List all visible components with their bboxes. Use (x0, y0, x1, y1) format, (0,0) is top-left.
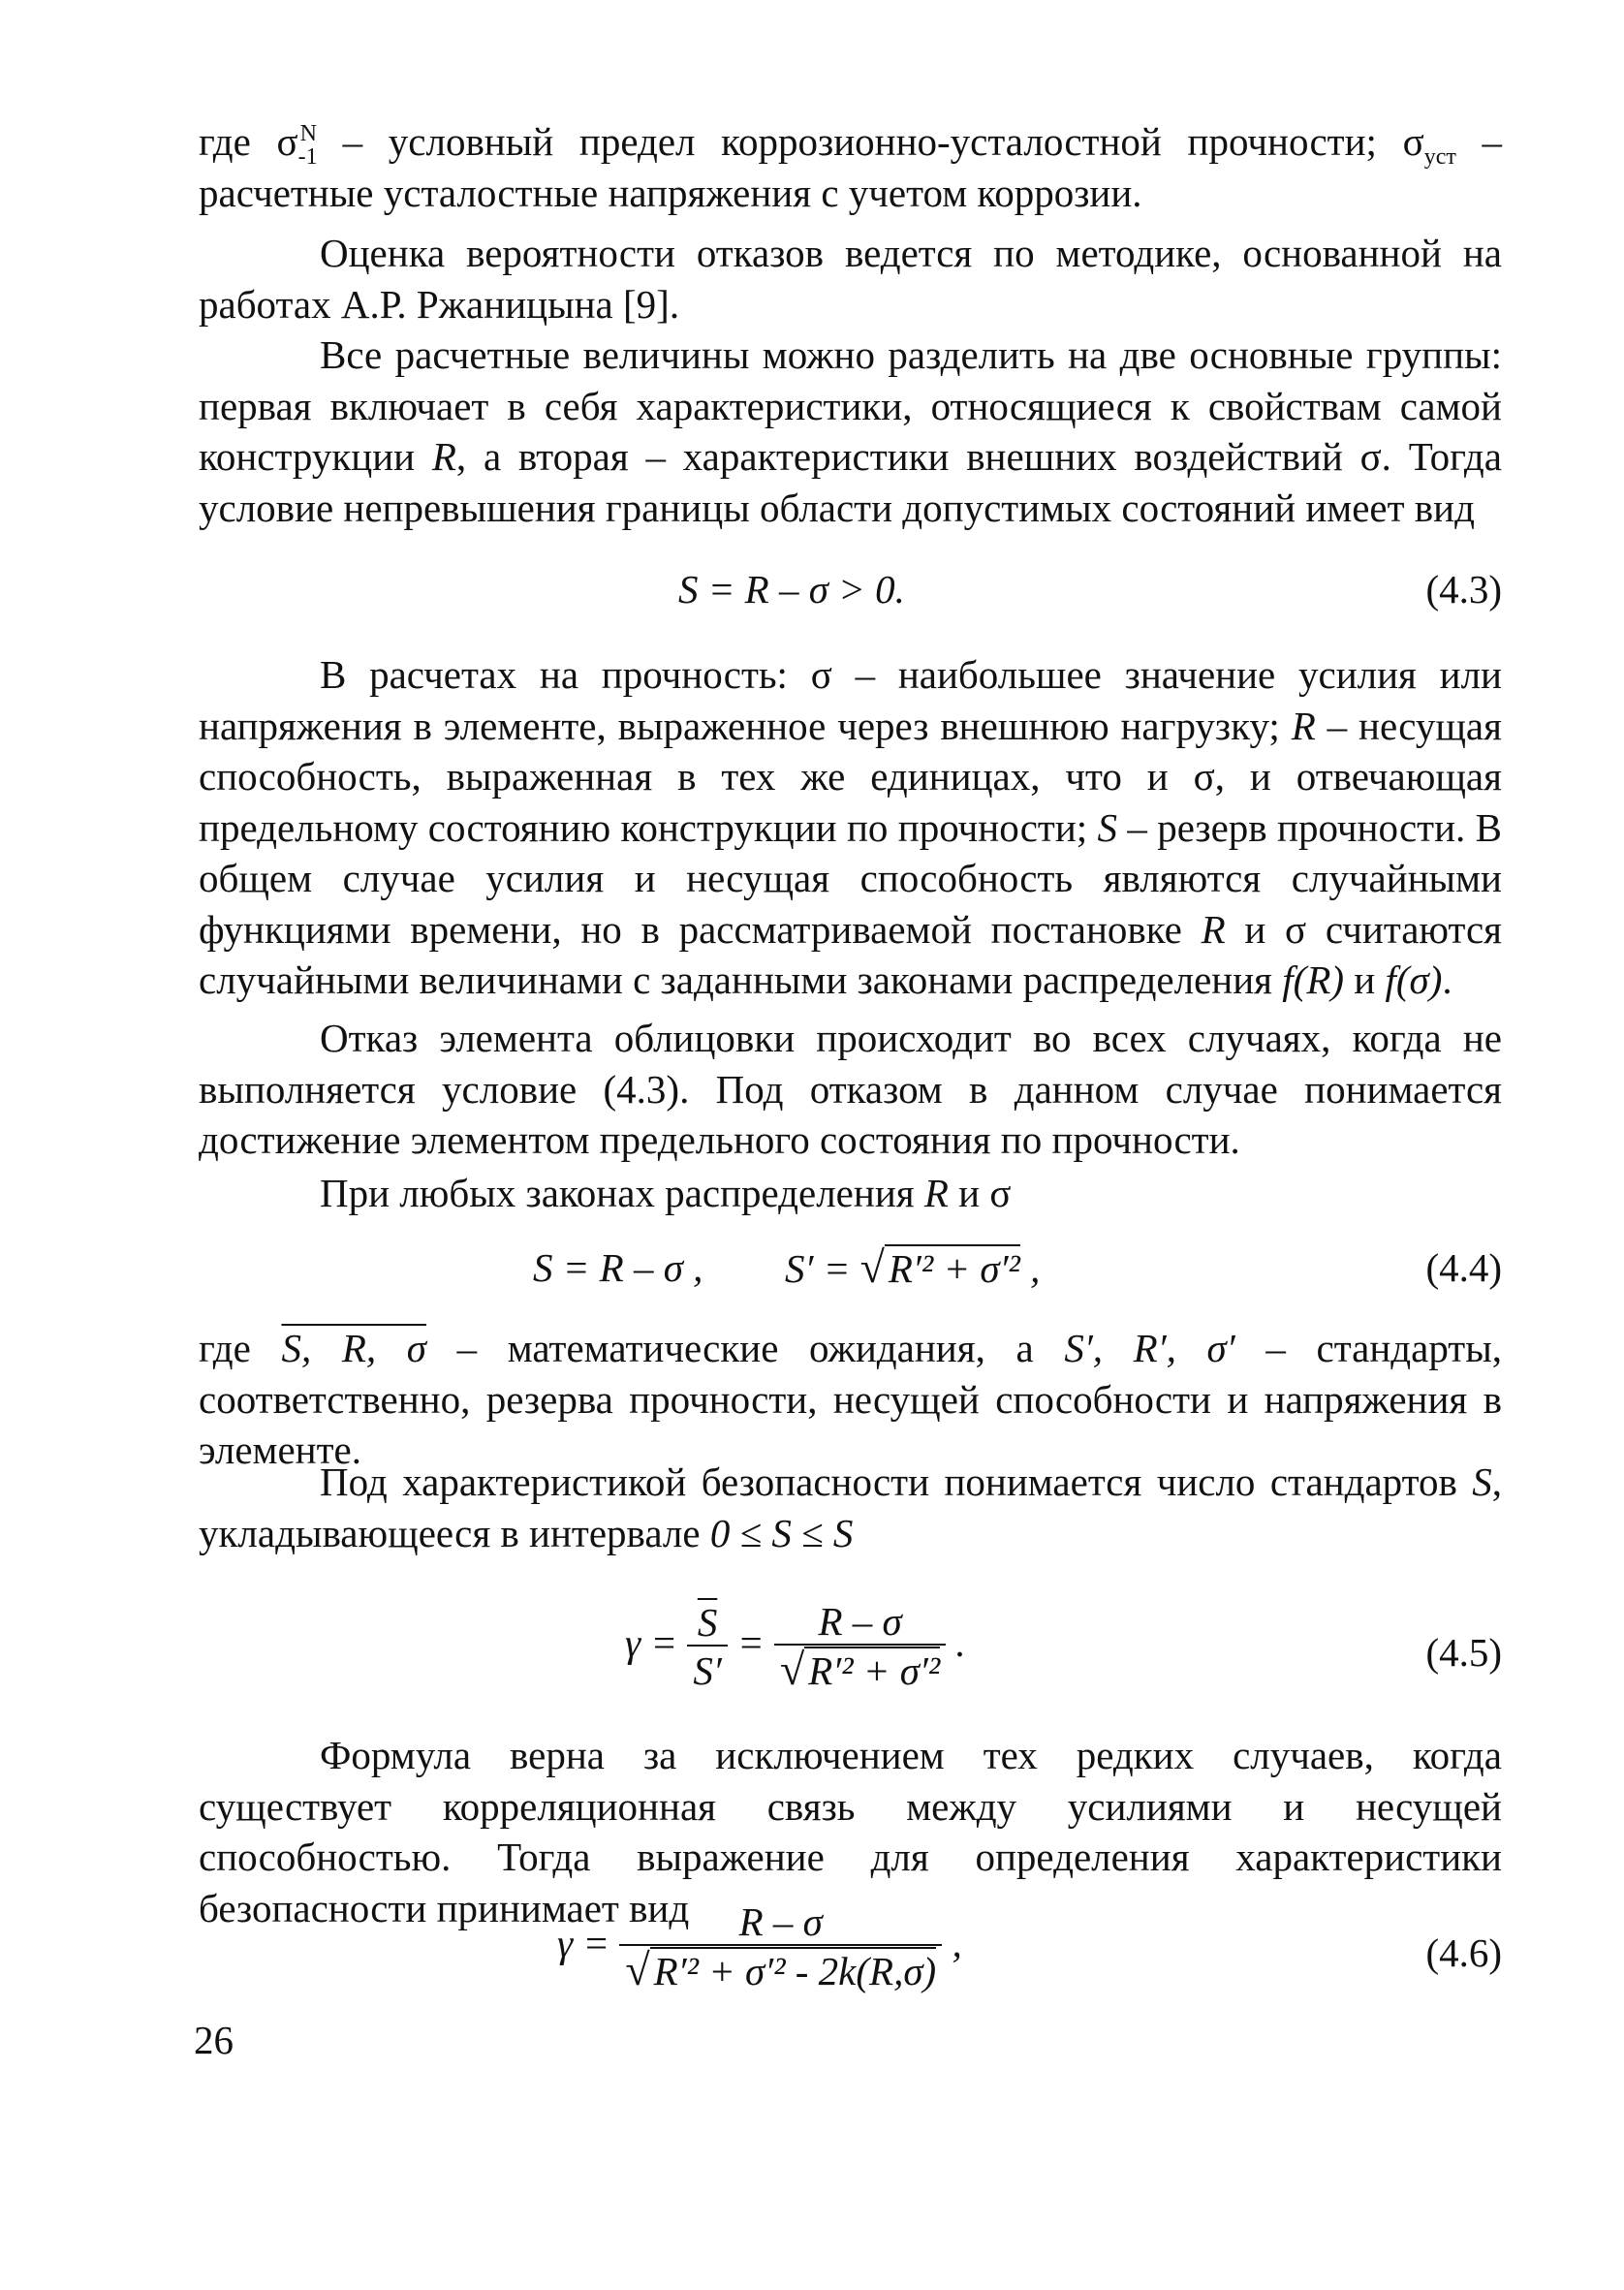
paragraph-strength-calc (199, 649, 1502, 1006)
equation-4-5 (199, 1599, 1502, 1706)
text-safety-b: , укладывающееся в интервале (199, 1459, 1502, 1555)
symbol-f-r: f(R) (1282, 957, 1345, 1002)
text-groups-a: Все расчетные величины можно разделить на две основные группы: первая включает в себя характеристики, относящиеся к свойствам самой конструкции (199, 332, 1502, 479)
symbol-s: S (1472, 1459, 1492, 1504)
text-strength-c: – резерв прочности. В общем случае усилия и несущая способность являются случайными функциями времени, но в рассматриваемой постановке (199, 804, 1502, 952)
symbol-s: S (1097, 804, 1118, 850)
page-number: 26 (194, 2018, 234, 2062)
paragraph-expectations (199, 1323, 1502, 1476)
paragraph-groups (199, 329, 1502, 533)
text-safety-a: Под характеристикой безопасности понимается число стандартов (320, 1459, 1473, 1504)
text-strength-a: В расчетах на прочность: σ – наибольшее значение усилия или напряжения в элементе, выраженное через внешнюю нагрузку; (199, 652, 1502, 748)
equation-4-6-number: (4.6) (1425, 1930, 1502, 1975)
text-fatigue-stress: – расчетные усталостные напряжения с учетом коррозии. (199, 119, 1502, 215)
equation-4-6-body: γ = $\frac{R - \sigma}{\text{√R′² + σ′² - 2k(R,σ)}}$ , (557, 1899, 962, 1994)
text-strength-b: – несущая способность, выраженная в тех же единицах, что и σ, и отвечающая предельному состоянию конструкции по прочности; (199, 703, 1502, 850)
text-expect-b: – математические ожидания, а (426, 1326, 1065, 1370)
paragraph-distribution (199, 1168, 1502, 1219)
paragraph-failure-text: Отказ элемента облицовки происходит во всех случаях, когда не выполняется условие (4.3). Под отказом в данном случае понимается достижение элементом предельного состояния по прочности. (199, 1016, 1502, 1162)
equation-4-6 (199, 1899, 1502, 2006)
equation-4-4-std: S′ = √R′² + σ′² , (785, 1242, 1041, 1292)
paragraph-failure (199, 1013, 1502, 1166)
equation-4-3 (199, 560, 1502, 618)
text-expect-a: где (199, 1326, 282, 1370)
paragraph-correlation-text: Формула верна за исключением тех редких случаев, когда существует корреляционная связь между усилиями и несущей способностью. Тогда выражение для определения характеристики безопасности принимает вид (199, 1733, 1502, 1930)
equation-4-4 (199, 1239, 1502, 1297)
equation-4-3-body: S = R – σ > 0. (678, 567, 905, 612)
equation-4-5-body: γ = $\frac{\overline{S}}{S'}$ = $\frac{R - \sigma}{\text{√R′² + σ′²}}$ . (625, 1599, 966, 1694)
text-strength-d: и σ считаются случайными величинами с заданными законами распределения (199, 906, 1502, 1002)
symbol-f-sigma: f(σ) (1385, 957, 1443, 1002)
paragraph-definitions (199, 116, 1502, 218)
text-where: где (199, 119, 277, 164)
symbol-r: R (923, 1171, 949, 1215)
symbol-sigma-ust: $\sigma_{уст}$ (1402, 119, 1456, 171)
symbol-sigma-n: $\sigma_{-1}^N$ (276, 119, 318, 171)
equation-4-3-number: (4.3) (1425, 567, 1502, 612)
symbol-means: S, R, σ (281, 1326, 426, 1370)
paragraph-method-text: Оценка вероятности отказов ведется по методике, основанной на работах А.Р. Ржаницына [9]. (199, 231, 1502, 327)
text-distribution-b: и σ (948, 1171, 1012, 1215)
text-fatigue-limit: – условный предел коррозионно-усталостной прочности; (316, 119, 1403, 164)
symbol-r: R (431, 434, 456, 479)
symbol-r: R (1201, 906, 1226, 952)
symbol-r: R (1291, 703, 1316, 748)
equation-4-4-mean: S = R – σ , (533, 1245, 703, 1290)
symbol-interval: 0 ≤ S ≤ S (709, 1510, 854, 1555)
paragraph-safety (199, 1457, 1502, 1558)
text-strength-e: и (1344, 957, 1386, 1002)
text-strength-f: . (1442, 957, 1452, 1002)
equation-4-5-number: (4.5) (1425, 1630, 1502, 1675)
equation-4-4-number: (4.4) (1425, 1245, 1502, 1290)
text-expect-c: – стандарты, соответственно, резерва прочности, несущей способности и напряжения в элементе. (199, 1326, 1502, 1472)
text-distribution-a: При любых законах распределения (320, 1171, 924, 1215)
paragraph-method (199, 228, 1502, 329)
symbol-stds: S′, R′, σ′ (1064, 1326, 1235, 1370)
text-groups-b: , а вторая – характеристики внешних воздействий σ. Тогда условие непревышения границы области допустимых состояний имеет вид (199, 434, 1502, 530)
